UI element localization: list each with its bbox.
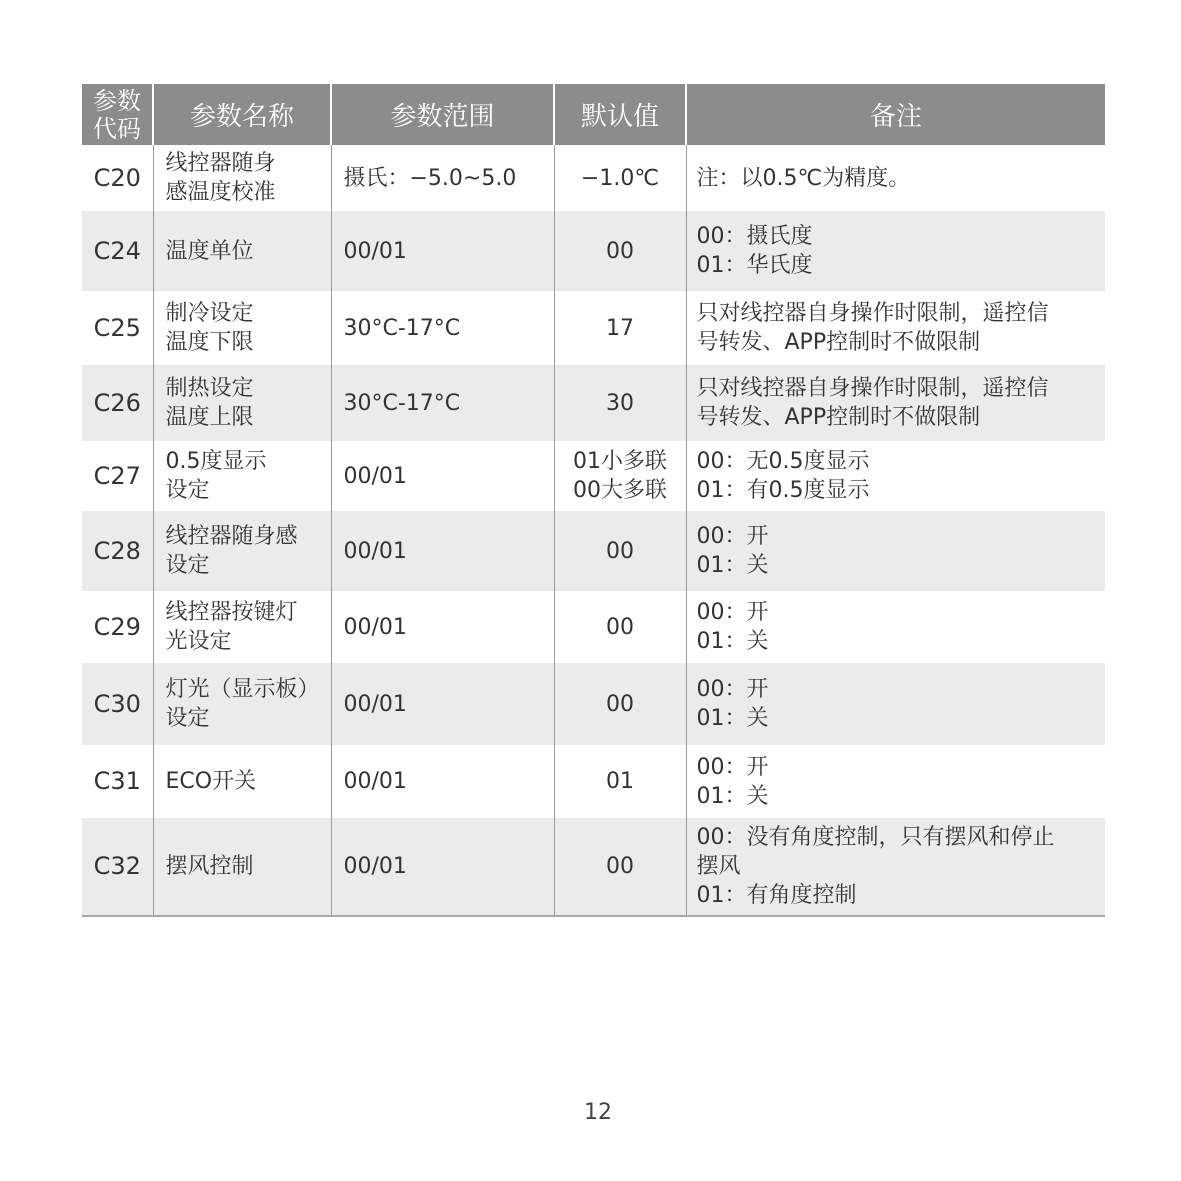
param-code-cell: C28	[82, 511, 153, 591]
remark-line: 00：没有角度控制，只有摆风和停止	[696, 825, 1055, 850]
default-value-line: 00	[606, 538, 634, 564]
table-row	[82, 145, 1105, 211]
remark-cell	[686, 818, 1105, 916]
remark-line: 号转发、APP控制时不做限制	[696, 330, 981, 355]
remark-cell	[686, 145, 1105, 211]
default-value-line: 30	[606, 390, 634, 416]
param-name-cell	[153, 211, 331, 291]
table-row	[82, 663, 1105, 745]
default-value-line: 00	[606, 614, 634, 640]
param-range-cell: 00/01	[331, 745, 554, 818]
param-name-line: 制热设定	[165, 376, 254, 401]
table-header-row	[82, 84, 1105, 145]
table-row	[82, 291, 1105, 365]
param-name-line: 制冷设定	[165, 301, 254, 326]
param-name-line: 温度下限	[165, 330, 254, 355]
remark-cell	[686, 211, 1105, 291]
default-value-cell	[554, 818, 686, 916]
param-name-line: 温度单位	[165, 238, 254, 264]
remark-cell	[686, 511, 1105, 591]
default-value-cell	[554, 591, 686, 663]
default-value-line: 01小多联	[573, 449, 667, 474]
parameter-table	[82, 84, 1105, 917]
header-remark: 备注	[686, 84, 1105, 145]
default-value-cell	[554, 145, 686, 211]
header-code: 参数 代码	[82, 84, 153, 145]
param-range-cell: 00/01	[331, 211, 554, 291]
default-value-line: 00大多联	[573, 478, 667, 503]
remark-line: 00：开	[696, 524, 769, 549]
remark-line: 00：无0.5度显示	[696, 449, 870, 474]
remark-line: 00：开	[696, 754, 769, 780]
remark-line: 01：关	[696, 553, 769, 578]
table-row	[82, 818, 1105, 916]
remark-cell	[686, 663, 1105, 745]
table-body	[82, 145, 1105, 916]
param-name-line: 光设定	[165, 629, 232, 654]
param-name-cell	[153, 511, 331, 591]
remark-line: 号转发、APP控制时不做限制	[696, 405, 981, 430]
remark-cell	[686, 441, 1105, 511]
remark-line: 01：华氏度	[696, 253, 813, 278]
remark-line: 注：以0.5℃为精度。	[696, 165, 911, 191]
header-name: 参数名称	[153, 84, 331, 145]
param-range-cell: 00/01	[331, 441, 554, 511]
param-name-line: 线控器随身	[165, 151, 276, 176]
param-code-cell: C26	[82, 365, 153, 441]
table-row	[82, 591, 1105, 663]
remark-line: 只对线控器自身操作时限制，遥控信	[696, 376, 1049, 401]
param-code-cell: C24	[82, 211, 153, 291]
param-range-cell: 00/01	[331, 663, 554, 745]
param-name-cell	[153, 145, 331, 211]
param-name-cell	[153, 663, 331, 745]
param-range-cell: 00/01	[331, 818, 554, 916]
remark-line: 01：关	[696, 629, 769, 654]
param-name-line: 设定	[165, 553, 210, 578]
param-code-cell: C31	[82, 745, 153, 818]
param-name-cell	[153, 818, 331, 916]
param-range-cell: 00/01	[331, 511, 554, 591]
default-value-cell	[554, 365, 686, 441]
param-name-line: 温度上限	[165, 405, 254, 430]
param-range-cell: 00/01	[331, 591, 554, 663]
param-name-line: 线控器随身感	[165, 524, 298, 549]
param-name-cell	[153, 745, 331, 818]
remark-line: 00：摄氏度	[696, 224, 813, 249]
param-name-cell	[153, 441, 331, 511]
table-row	[82, 365, 1105, 441]
default-value-line: 00	[606, 691, 634, 717]
param-range-cell: 30°C-17°C	[331, 291, 554, 365]
table-row	[82, 211, 1105, 291]
param-name-cell	[153, 591, 331, 663]
default-value-line: 01	[606, 769, 634, 794]
remark-line: 01：关	[696, 783, 769, 809]
remark-line: 01：关	[696, 706, 769, 731]
header-range: 参数范围	[331, 84, 554, 145]
param-range-cell: 摄氏：−5.0~5.0	[331, 145, 554, 211]
param-name-cell	[153, 365, 331, 441]
remark-line: 摆风	[696, 854, 741, 879]
table-row	[82, 745, 1105, 818]
param-name-line: 设定	[165, 706, 210, 731]
default-value-cell	[554, 511, 686, 591]
param-name-line: 灯光（显示板）	[165, 677, 320, 702]
param-code-cell: C32	[82, 818, 153, 916]
remark-line: 00：开	[696, 677, 769, 702]
remark-cell	[686, 745, 1105, 818]
param-name-line: 摆风控制	[165, 854, 254, 879]
remark-line: 01：有0.5度显示	[696, 478, 870, 503]
param-code-cell: C25	[82, 291, 153, 365]
param-name-cell	[153, 291, 331, 365]
default-value-line: 00	[606, 238, 634, 264]
param-name-line: 0.5度显示	[165, 449, 267, 474]
param-code-cell: C20	[82, 145, 153, 211]
default-value-line: 17	[606, 315, 634, 341]
default-value-line: −1.0℃	[580, 165, 660, 191]
page-number: 12	[584, 1100, 612, 1125]
default-value-cell	[554, 291, 686, 365]
default-value-cell	[554, 745, 686, 818]
param-name-line: 设定	[165, 478, 210, 503]
remark-cell	[686, 591, 1105, 663]
param-name-line: 线控器按键灯	[165, 600, 298, 625]
remark-line: 00：开	[696, 600, 769, 625]
default-value-cell	[554, 441, 686, 511]
param-code-cell: C29	[82, 591, 153, 663]
param-code-cell: C30	[82, 663, 153, 745]
parameter-table-container	[82, 84, 1105, 917]
param-name-line: ECO开关	[165, 769, 257, 794]
remark-line: 只对线控器自身操作时限制，遥控信	[696, 301, 1049, 326]
remark-cell	[686, 291, 1105, 365]
param-code-cell: C27	[82, 441, 153, 511]
table-row	[82, 511, 1105, 591]
param-name-line: 感温度校准	[165, 180, 276, 205]
remark-line: 01：有角度控制	[696, 883, 857, 908]
default-value-cell	[554, 663, 686, 745]
default-value-cell	[554, 211, 686, 291]
remark-cell	[686, 365, 1105, 441]
param-range-cell: 30°C-17°C	[331, 365, 554, 441]
table-row	[82, 441, 1105, 511]
default-value-line: 00	[606, 854, 634, 879]
header-default: 默认值	[554, 84, 686, 145]
